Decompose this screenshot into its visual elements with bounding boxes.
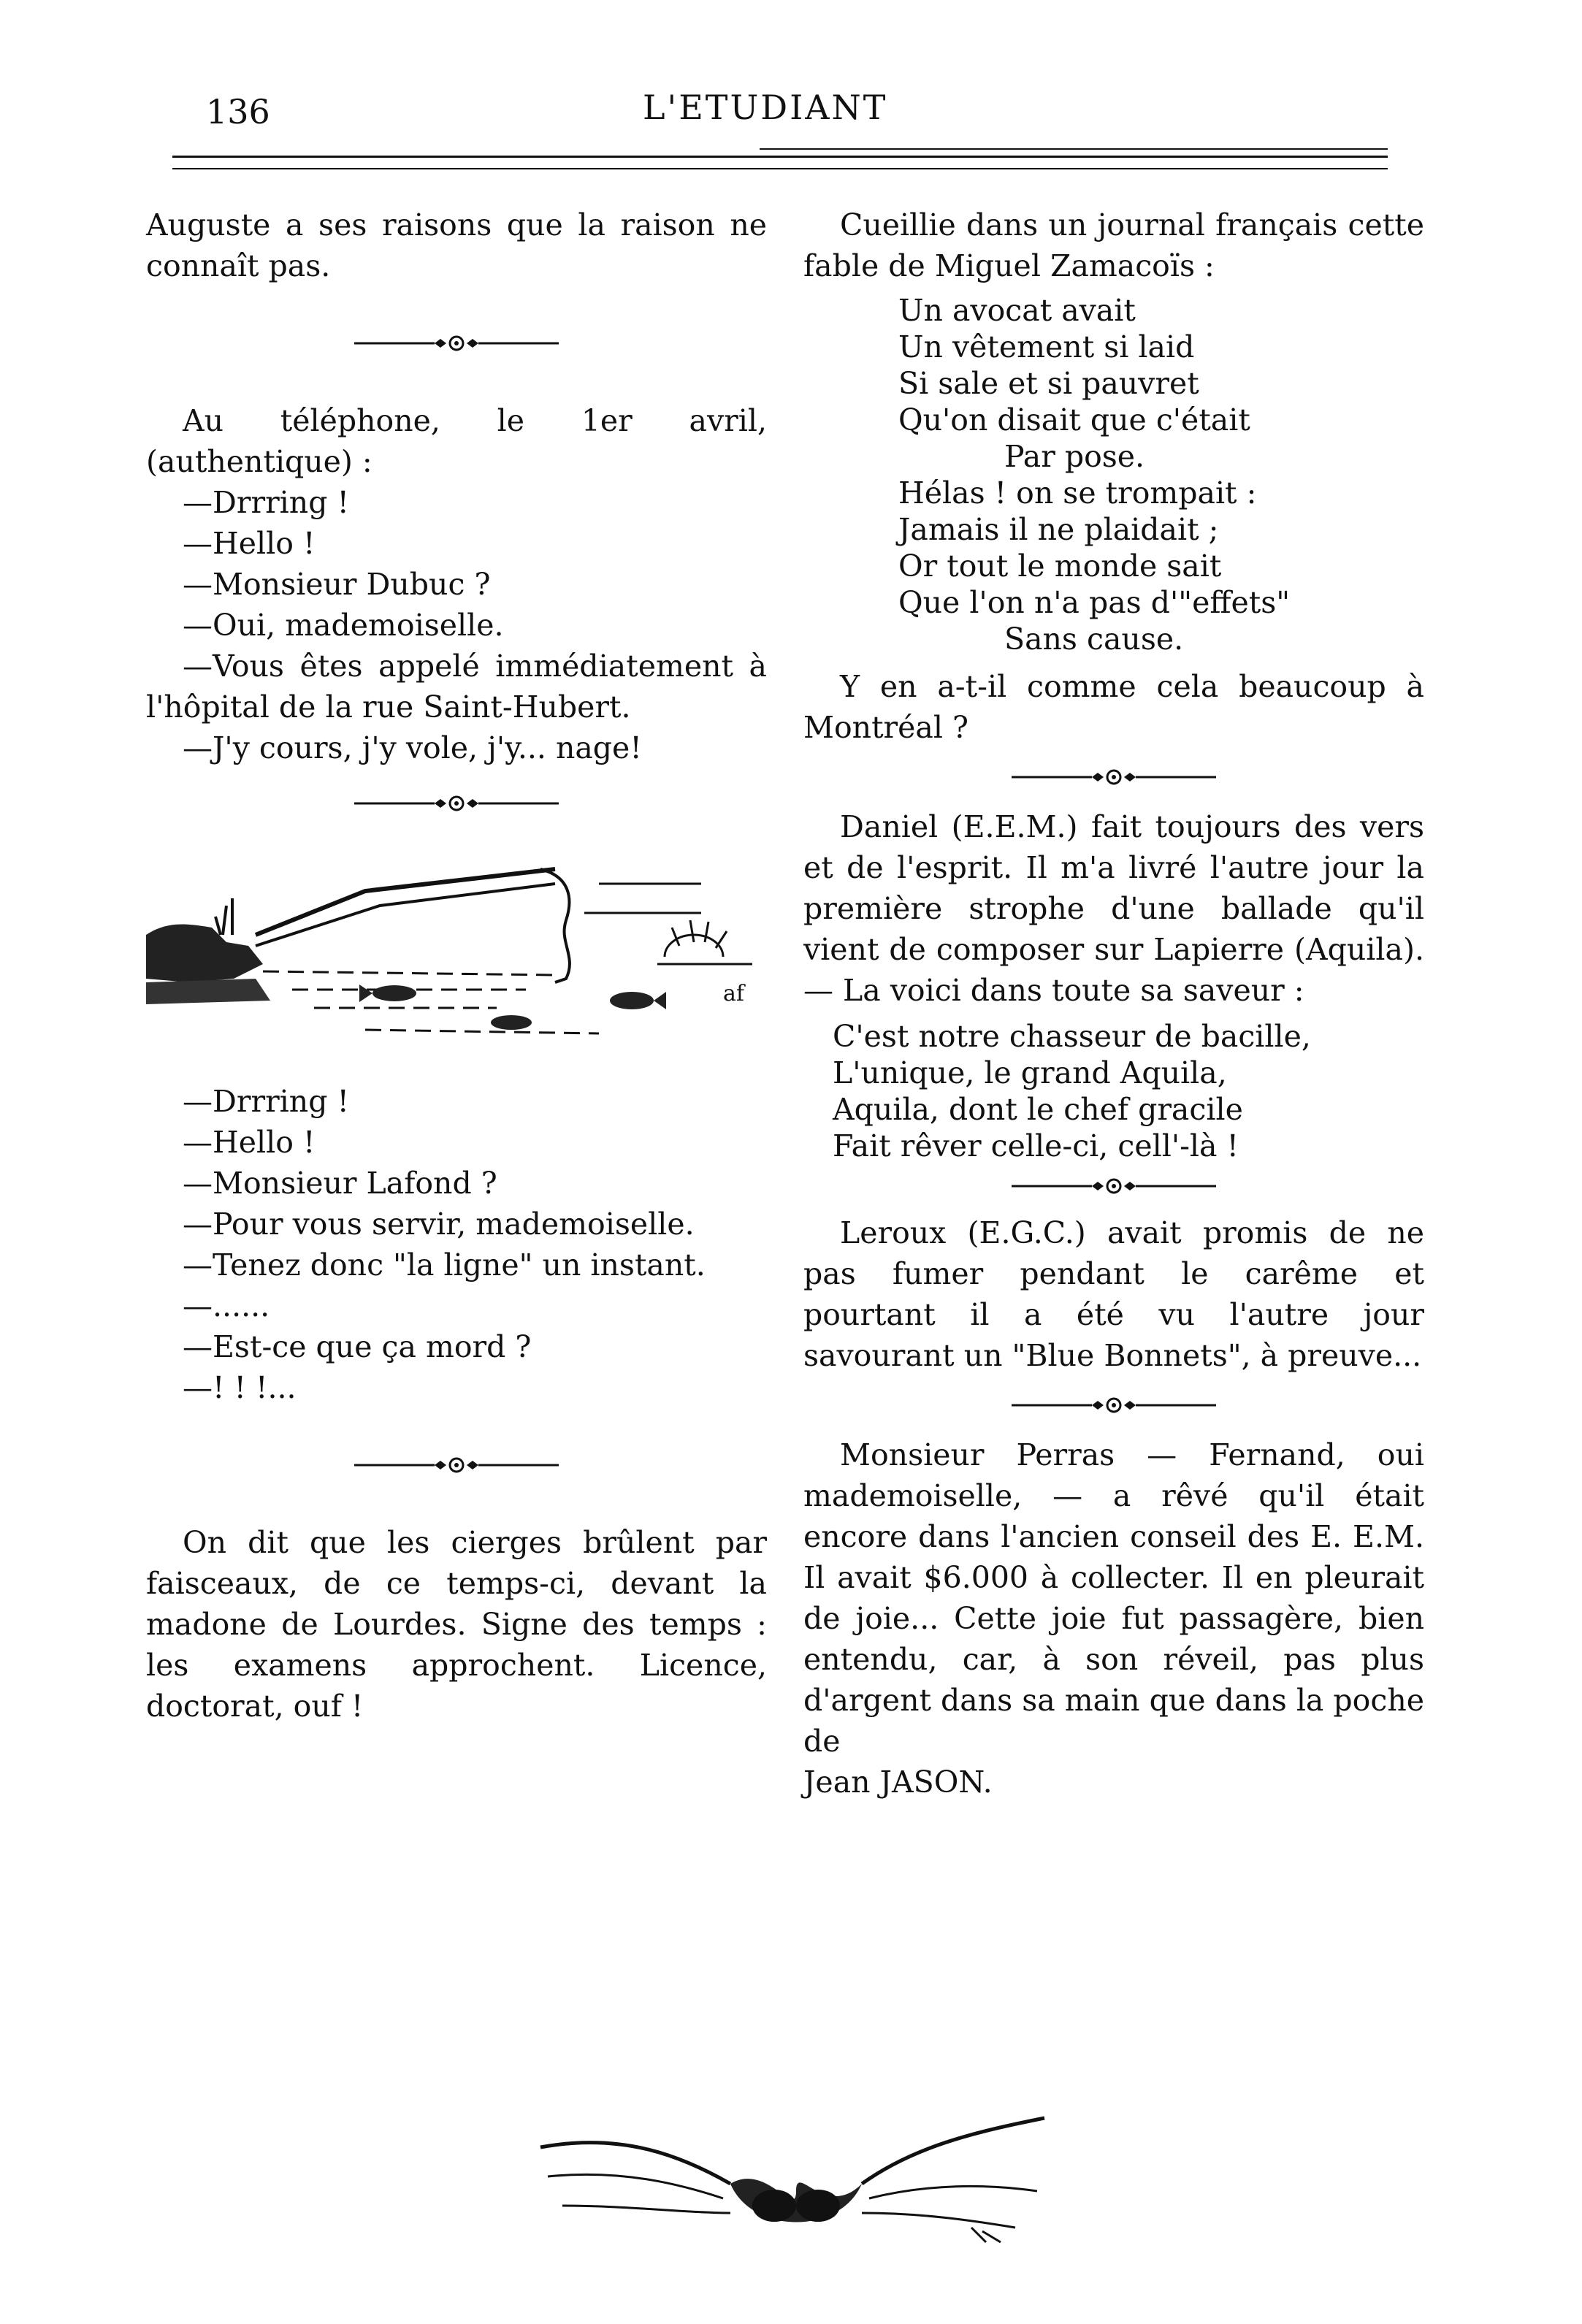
header-rule (172, 156, 1388, 158)
cierges-paragraph: On dit que les cierges brûlent par faisceaux, de ce temps-ci, devant la madone de Lourdes. Signe des temps : les examens approchent. Licence, doctorat, ouf ! (146, 1525, 767, 1724)
dialog-line: —Drrring ! (183, 485, 349, 520)
left-column (146, 205, 767, 1727)
poem-line: Si sale et si pauvret (898, 366, 1199, 401)
leroux-paragraph: Leroux (E.G.C.) avait promis de ne pas fumer pendant le carême et pourtant il a été vu l'autre jour savourant un "Blue Bonnets", à preuve... (803, 1215, 1424, 1373)
page-number: 136 (206, 92, 270, 131)
ornament-separator (803, 1164, 1424, 1208)
dialog-line: —Drrring ! (183, 1084, 349, 1119)
dialog-line: —Monsieur Lafond ? (183, 1166, 497, 1201)
ornament-separator (146, 1443, 767, 1487)
poem-line: Jamais il ne plaidait ; (898, 512, 1219, 547)
ornament-separator (803, 1383, 1424, 1427)
poem-line: Hélas ! on se trompait : (898, 475, 1257, 511)
dialog-line: —Monsieur Dubuc ? (183, 567, 491, 602)
svg-text:af: af (723, 981, 744, 1006)
dialog-line: —Pour vous servir, mademoiselle. (183, 1207, 695, 1242)
perras-paragraph: Monsieur Perras — Fernand, oui mademoiselle, — a rêvé qu'il était encore dans l'ancien conseil des E. E.M. Il avait $6.000 à collecter. Il en pleurait de joie... Cette joie fut passagère, bien entendu, car, à son réveil, pas plus d'argent dans sa main que dans la poche de (803, 1437, 1424, 1759)
fable-question: Y en a-t-il comme cela beaucoup à Montréal ? (803, 669, 1424, 745)
dialog-line: —J'y cours, j'y vole, j'y... nage! (183, 730, 642, 765)
dialog-line: —Vous êtes appelé immédiatement à l'hôpital de la rue Saint-Hubert. (146, 649, 767, 725)
header-rule-top (760, 148, 1388, 150)
header-rule-double (172, 168, 1388, 169)
poem-line: Or tout le monde sait (898, 548, 1222, 584)
poem-line: C'est notre chasseur de bacille, (833, 1019, 1311, 1054)
daniel-paragraph: Daniel (E.E.M.) fait toujours des vers et de l'esprit. Il m'a livré l'autre jour la première strophe d'une ballade qu'il vient de composer sur Lapierre (Aquila).— La voici dans toute sa saveur : (803, 809, 1424, 1008)
right-column (803, 205, 1424, 1803)
poem-line: Par pose. (1004, 439, 1145, 474)
dialog-line: —! ! !... (183, 1370, 297, 1405)
fable-poem (898, 292, 1424, 657)
phone-intro: Au téléphone, le 1er avril, (authentique) : (146, 403, 767, 479)
poem-line: Un vêtement si laid (898, 329, 1195, 364)
dialog-line: —Oui, mademoiselle. (183, 608, 504, 643)
fable-intro: Cueillie dans un journal français cette fable de Miguel Zamacoïs : (803, 207, 1424, 283)
dialog-line: —Hello ! (183, 1125, 316, 1160)
dialog-line: —...... (183, 1288, 270, 1323)
ornament-separator (146, 321, 767, 365)
fishing-illustration (146, 855, 767, 1044)
poem-line: Qu'on disait que c'était (898, 402, 1250, 437)
ornament-separator (146, 781, 767, 825)
ornament-separator (803, 755, 1424, 799)
poem-line: Un avocat avait (898, 293, 1136, 328)
dialog-line: —Est-ce que ça mord ? (183, 1329, 532, 1364)
poem-line: Fait rêver celle-ci, cell'-là ! (833, 1128, 1239, 1163)
tailpiece-ornament (533, 2103, 1059, 2257)
poem-line: L'unique, le grand Aquila, (833, 1055, 1227, 1090)
intro-paragraph: Auguste a ses raisons que la raison ne connaît pas. (146, 207, 767, 283)
poem-line: Aquila, dont le chef gracile (833, 1092, 1243, 1127)
poem-line: Que l'on n'a pas d'"effets" (898, 585, 1291, 620)
dialog-line: —Hello ! (183, 526, 316, 561)
poem-line: Sans cause. (1004, 622, 1184, 657)
ballade-poem (833, 1018, 1424, 1164)
running-title: L'ETUDIANT (643, 88, 888, 127)
dialog-line: —Tenez donc "la ligne" un instant. (183, 1247, 706, 1283)
signature: Jean JASON. (803, 1765, 993, 1800)
